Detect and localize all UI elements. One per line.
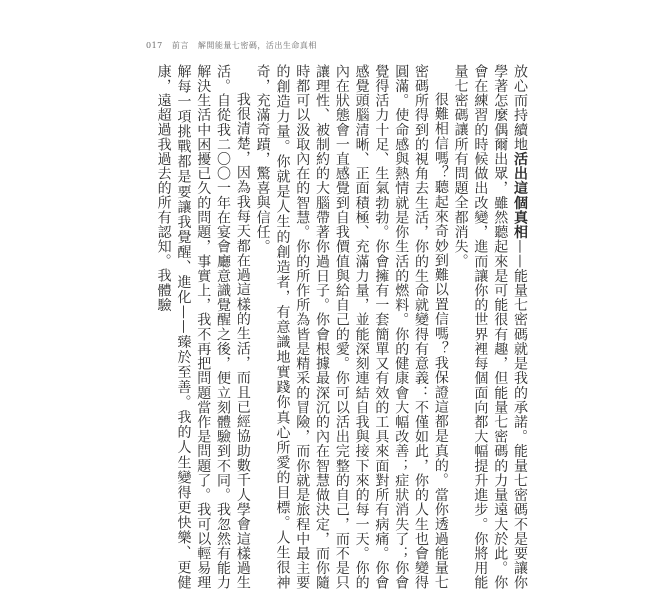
body-text [143, 64, 529, 590]
chapter-label: 前言 [171, 41, 189, 50]
paragraph-1 [450, 64, 529, 590]
paragraph-1-rest: ——能量七密碼就是我的承諾。能量七密碼不是要讓你學著怎麼偶爾出眾，雖然聽起來是可能很有趣，但能量七密碼的力量遠大於此。你會在練習的時候做出改變，進而讓你的世界裡每個面向都大幅提升進步。你將用能量七密碼讓所有問題全都消失。 [452, 64, 528, 590]
page-number: 017 [146, 41, 163, 50]
paragraph-3: 我很清楚，因為我每天都在過這樣的生活，而且已經協助數千人學會這樣過生活。自從我二〇〇一年在宴會廳意識覺醒之後，便立刻體驗到不同。我忽然有能力解決生活中困擾已久的問題，事實上，我不再把問題當作是問題了。我可以輕易理解每一項挑戰都是要讓我覺醒、進化——臻於至善。我的人生變得更快樂、更健康，遠超過我過去的所有認知。我體驗 [155, 64, 251, 590]
paragraph-1-emphasis: 活出這個真相 [512, 151, 528, 240]
paragraph-1-lead: 放心而持續地 [512, 64, 528, 152]
paragraph-2: 很難相信嗎？聽起來奇妙到難以置信嗎？我保證這都是真的。當你透過能量七密碼所得到的視角去生活，你的生命就變得有意義：不僅如此，你的人生也會變得圓滿。使命感與熱情就是你生活的燃料。你的健康會大幅改善；症狀消失了；你會覺得活力十足、生氣勃勃。你會擁有一套簡單又有效的工具來面對所有病痛。你會感覺頭腦清晰、正面積極、充滿力量，並能深刻連結自我與接下來的每一天。你的內在狀態會一直感覺到自我價值與給自己的愛。你可以活出完整的自己，而不是只讓理性、被制約的大腦帶著你過日子。你會根據最深沉的內在智慧做決定，而你隨時都可以汲取內在的智慧。你的所作所為皆是精采的冒險，而你就是旅程中最主要的創造力量。你就是人生的創造者，有意識地實踐你真心所愛的目標。人生很神奇，充滿奇蹟，驚喜與信任。 [254, 64, 449, 590]
chapter-title: 解開能量七密碼，活出生命真相 [197, 41, 317, 50]
running-head [146, 40, 317, 51]
